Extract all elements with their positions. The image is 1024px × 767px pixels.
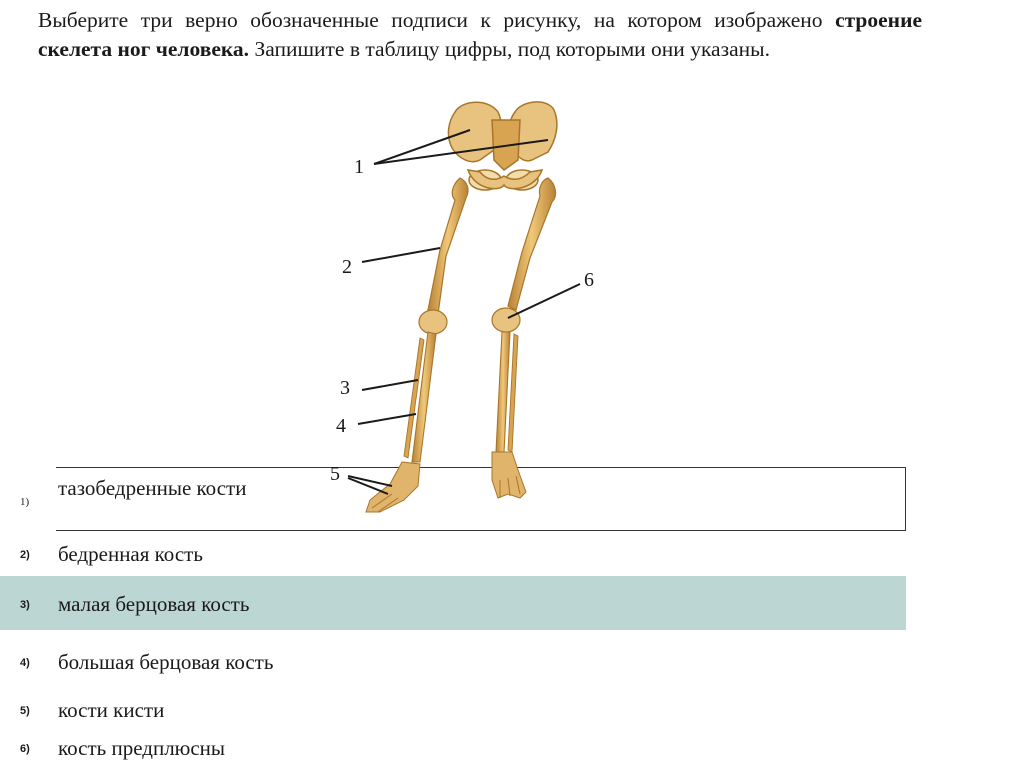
- question-bold: строение скелета ног человека.: [38, 8, 922, 61]
- question-part-1: Выберите три верно обозначенные подписи к рисунку, на котором изображено: [38, 8, 836, 32]
- option-1-number: 1): [20, 496, 30, 508]
- option-6-number: 6): [20, 743, 30, 755]
- figure-label-3: 3: [340, 377, 350, 399]
- option-6-text[interactable]: кость предплюсны: [58, 736, 226, 760]
- option-3-text[interactable]: малая берцовая кость: [58, 592, 250, 616]
- left-tibia: [412, 332, 436, 462]
- option-3-number: 3): [20, 599, 30, 611]
- left-femur: [428, 178, 468, 314]
- figure-label-5: 5: [330, 463, 340, 485]
- right-tibia: [496, 332, 510, 452]
- question-part-2: Запишите в таблицу цифры, под которыми они указаны.: [249, 37, 770, 61]
- option-2-text[interactable]: бедренная кость: [58, 542, 203, 566]
- figure-label-4: 4: [336, 415, 346, 437]
- option-2-number: 2): [20, 549, 30, 561]
- option-5-text[interactable]: кости кисти: [58, 698, 165, 722]
- option-5-number: 5): [20, 705, 30, 717]
- option-4-number: 4): [20, 657, 30, 669]
- figure-label-2: 2: [342, 256, 352, 278]
- right-fibula: [508, 334, 518, 452]
- question-text: [38, 6, 922, 64]
- right-femur: [508, 178, 555, 310]
- figure-label-1: 1: [354, 156, 364, 178]
- option-1-text[interactable]: тазобедренные кости: [58, 476, 247, 500]
- figure-label-6: 6: [584, 269, 594, 291]
- option-4-text[interactable]: большая берцовая кость: [58, 650, 274, 674]
- left-fibula: [404, 338, 424, 458]
- pelvis-bone: [448, 102, 556, 190]
